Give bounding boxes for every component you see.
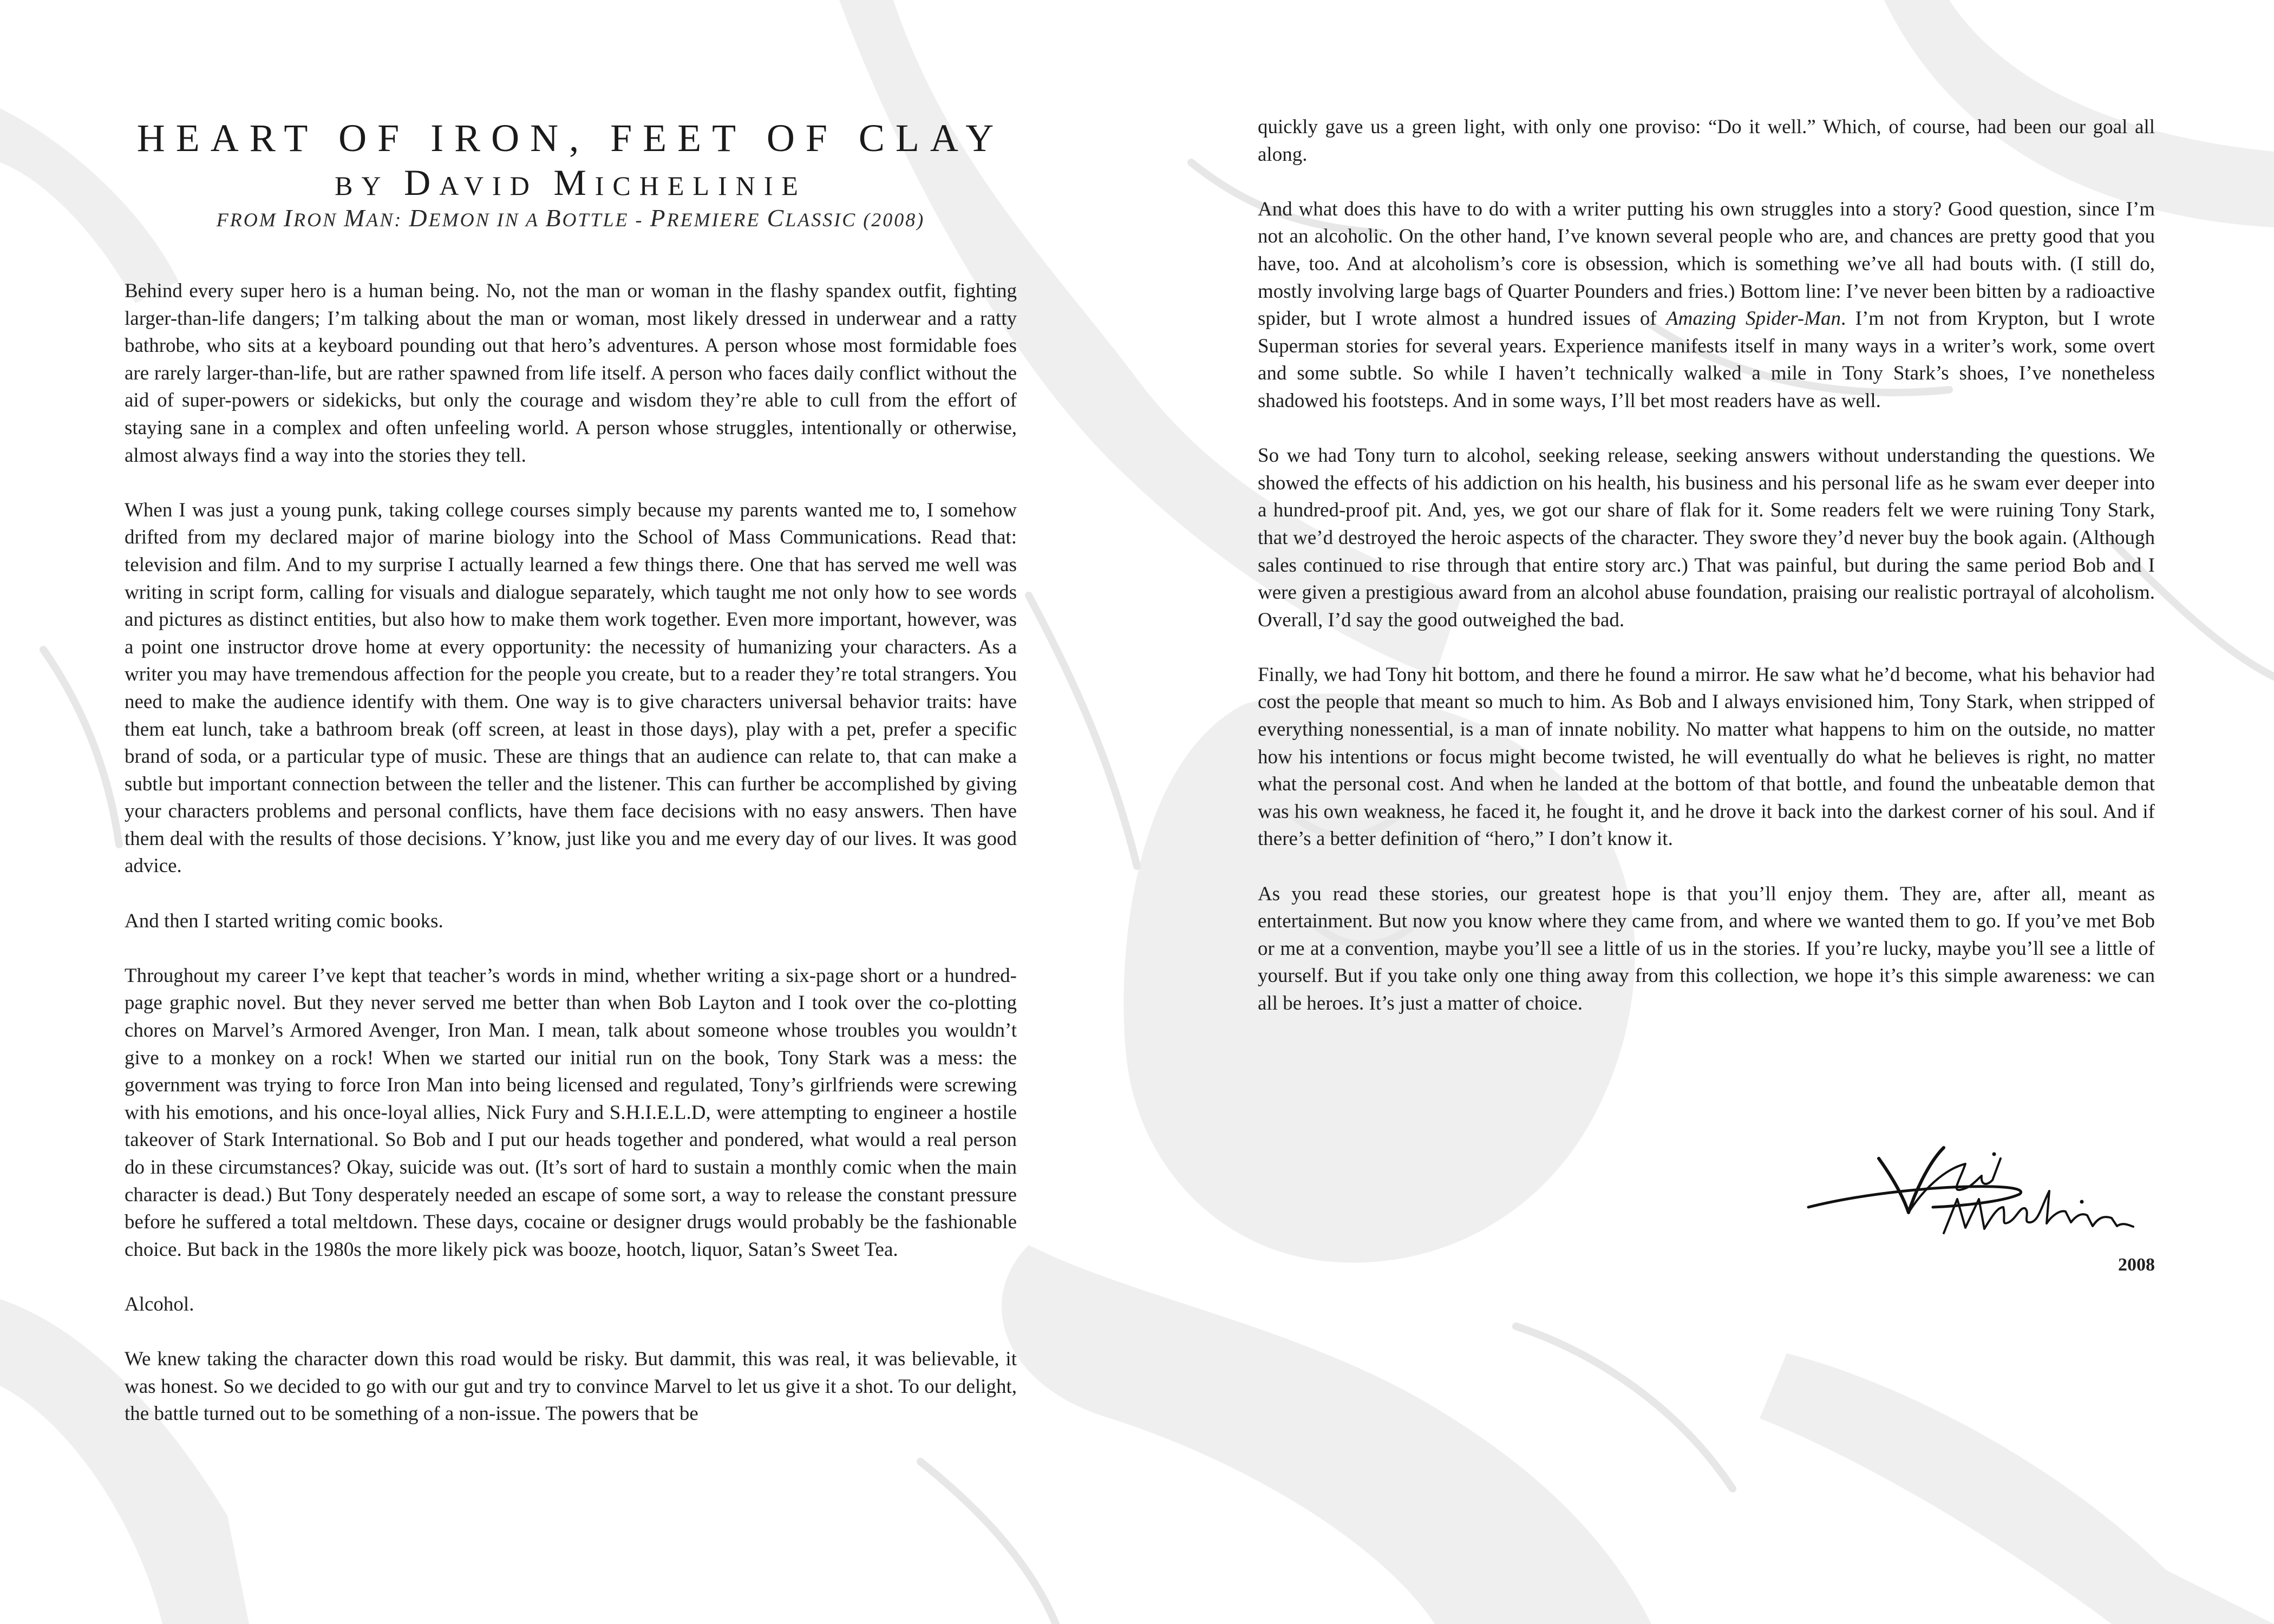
source-word-an: AN: [366, 209, 403, 231]
paragraph: Finally, we had Tony hit bottom, and there he found a mirror. He saw what he’d become, what his behavior had cost the people that meant so much to him. As Bob and I always envisioned him, Tony Stark, when stripped of everything nonessential, is a man of innate nobility. No matter what happens to him on the outside, no matter how his intentions or focus might become twisted, he will eventually do what he believes is right, no matter what the personal cost. And when he landed at the bottom of that bottle, and found the unbeatable demon that was his own weakness, he faced it, he fought it, and he drove it back into the darkest corner of his soul. And if there’s a better definition of “hero,” I don’t know it. [1258, 663, 2155, 850]
paragraph: And then I started writing comic books. [125, 909, 443, 932]
byline-prefix: BY [335, 171, 389, 201]
article-title: HEART OF IRON, FEET OF CLAY [136, 116, 1005, 160]
source-word-lassic: LASSIC (2008) [785, 209, 925, 231]
source-word-ottle: OTTLE - [562, 209, 644, 231]
signature-year: 2008 [2118, 1255, 2155, 1275]
paragraph: So we had Tony turn to alcohol, seeking release, seeking answers without understanding the questions. We showed the effects of his addiction on his health, his business and his personal life as he swam ever deeper into a hundred-proof pit. And, yes, we got our share of flak for it. Some readers felt we were ruining Tony Stark, that we’d destroyed the heroic aspects of the character. They swore they’d never buy the book again. (Although sales continued to rise through that entire story arc.) That was painful, but during the same period Bob and I were given a prestigious award from an alcohol abuse foundation, praising our realistic portrayal of alcoholism. Overall, I’d say the good outweighed the bad. [1258, 444, 2155, 631]
paragraph-text: . I’m not from Krypton, but I wrote Superman stories for several years. Experience manifests itself in many ways in a writer’s work, some overt and some subtle. So while I haven’t technically walked a mile in Tony Stark’s shoes, I’ve nonetheless shadowed his footsteps. And in some ways, I’ll bet most readers have as well. [1258, 307, 2155, 412]
source-from: FROM [216, 209, 277, 231]
paragraph: When I was just a young punk, taking college courses simply because my parents wanted me to, I somehow drifted from my declared major of marine biology into the School of Mass Communications. Read that: television and film. And to my surprise I actually learned a few things there. One that has served me well was writing in script form, calling for visuals and dialogue separately, which taught me not only how to see words and pictures as distinct entities, but also how to make them work together. Even more important, however, was a point one instructor drove home at every opportunity: the necessity of humanizing your characters. As a writer you may have tremendous affection for the people you create, but to a reader they’re total strangers. You need to make the audience identify with them. One way is to give characters universal behavior traits: have them eat lunch, take a bathroom break (off screen, at least in those days), play with a pet, prefer a specific brand of soda, or a particular type of music. These are things that an audience can relate to, that can make a subtle but important connection between the teller and the listener. This can further be accomplished by giving your characters problems and personal conflicts, have them face decisions with no easy answers. Then have them deal with the results of those decisions. Y’know, just like you and me every day of our lives. It was good advice. [125, 499, 1017, 878]
source-initial-b: B [545, 204, 563, 232]
paragraph: Behind every super hero is a human being. No, not the man or woman in the flashy spandex outfit, fighting larger-than-life dangers; I’m talking about the man or woman, most likely dressed in underwear and a ratty bathrobe, who sits at a keyboard pounding out that hero’s adventures. A person whose most formidable foes are rarely larger-than-life, but are rather spawned from life itself. A person who faces daily conflict without the aid of super-powers or sidekicks, but only the courage and wisdom they’re able to cull from the effort of staying sane in a complex and often unfeeling world. A person whose struggles, intentionally or otherwise, almost always find a way into the stories they tell. [125, 280, 1017, 467]
paragraph: Throughout my career I’ve kept that teacher’s words in mind, whether writing a six-page short or a hundred-page graphic novel. But they never served me better than when Bob Layton and I took over the co-plotting chores on Marvel’s Armored Avenger, Iron Man. I mean, talk about someone whose troubles you wouldn’t give to a monkey on a rock! When we started our initial run on the book, Tony Stark was a mess: the government was trying to force Iron Man into being licensed and regulated, Tony’s girlfriends were screwing with his emotions, and his once-loyal allies, Nick Fury and S.H.I.E.L.D, were attempting to engineer a hostile takeover of Stark International. So Bob and I put our heads together and pondered, what would a real person do in these circumstances? Okay, suicide was out. (It’s sort of hard to sustain a monthly comic when the main character is dead.) But Tony desperately needed an escape of some sort, a way to release the constant pressure before he suffered a total meltdown. These days, cocaine or designer drugs would probably be the fashionable choice. But back in the 1980s the more likely pick was booze, hootch, liquor, Satan’s Sweet Tea. [125, 964, 1017, 1261]
source-initial-i: I [283, 204, 294, 232]
author-last-rest: ICHELINIE [594, 171, 807, 201]
book-title-amazing-spider-man: Amazing Spider-Man [1666, 307, 1841, 330]
author-first-rest: AVID [439, 171, 538, 201]
source-word-remiere: REMIERE [666, 209, 761, 231]
source-line [125, 205, 1017, 233]
byline [125, 162, 1017, 203]
source-word-ron: RON [293, 209, 338, 231]
right-column [1258, 114, 2155, 1045]
paragraph: We knew taking the character down this road would be risky. But dammit, this was real, it was believable, it was honest. So we decided to go with our gut and try to convince Marvel to let us give it a shot. To our delight, the battle turned out to be something of a non-issue. The powers that be [125, 1348, 1017, 1425]
author-last-initial: M [553, 162, 595, 203]
source-initial-p: P [650, 204, 667, 232]
paragraph [1258, 196, 2155, 415]
author-signature [1798, 1126, 2155, 1256]
author-first-initial: D [404, 162, 440, 203]
source-initial-c: C [767, 204, 786, 232]
paragraph-text: And what does this have to do with a writer putting his own struggles into a story? Good question, since I’m not an alcoholic. On the other hand, I’ve known several people who are, and chances are pretty good that you have, too. And at alcoholism’s core is obsession, which is something we’ve all had bouts with. (I still do, mostly involving large bags of Quarter Pounders and fries.) Bottom line: I’ve never been bitten by a radioactive spider, but I wrote almost a hundred issues of [1258, 198, 2155, 330]
paragraph: quickly gave us a green light, with only one proviso: “Do it well.” Which, of course, had been our goal all along. [1258, 116, 2155, 166]
source-initial-d: D [409, 204, 429, 232]
source-word-emon: EMON IN A [428, 209, 539, 231]
source-initial-m: M [344, 204, 367, 232]
paragraph: Alcohol. [125, 1293, 194, 1315]
paragraph: As you read these stories, our greatest hope is that you’ll enjoy them. They are, after all, meant as entertainment. But now you know where they came from, and where we wanted them to go. If you’ve met Bob or me at a convention, maybe you’ll see a little of us in the stories. If you’re lucky, maybe you’ll see a little of yourself. But if you take only one thing away from this collection, we hope it’s this simple awareness: we can all be heroes. It’s just a matter of choice. [1258, 882, 2155, 1014]
left-column [125, 278, 1017, 1456]
